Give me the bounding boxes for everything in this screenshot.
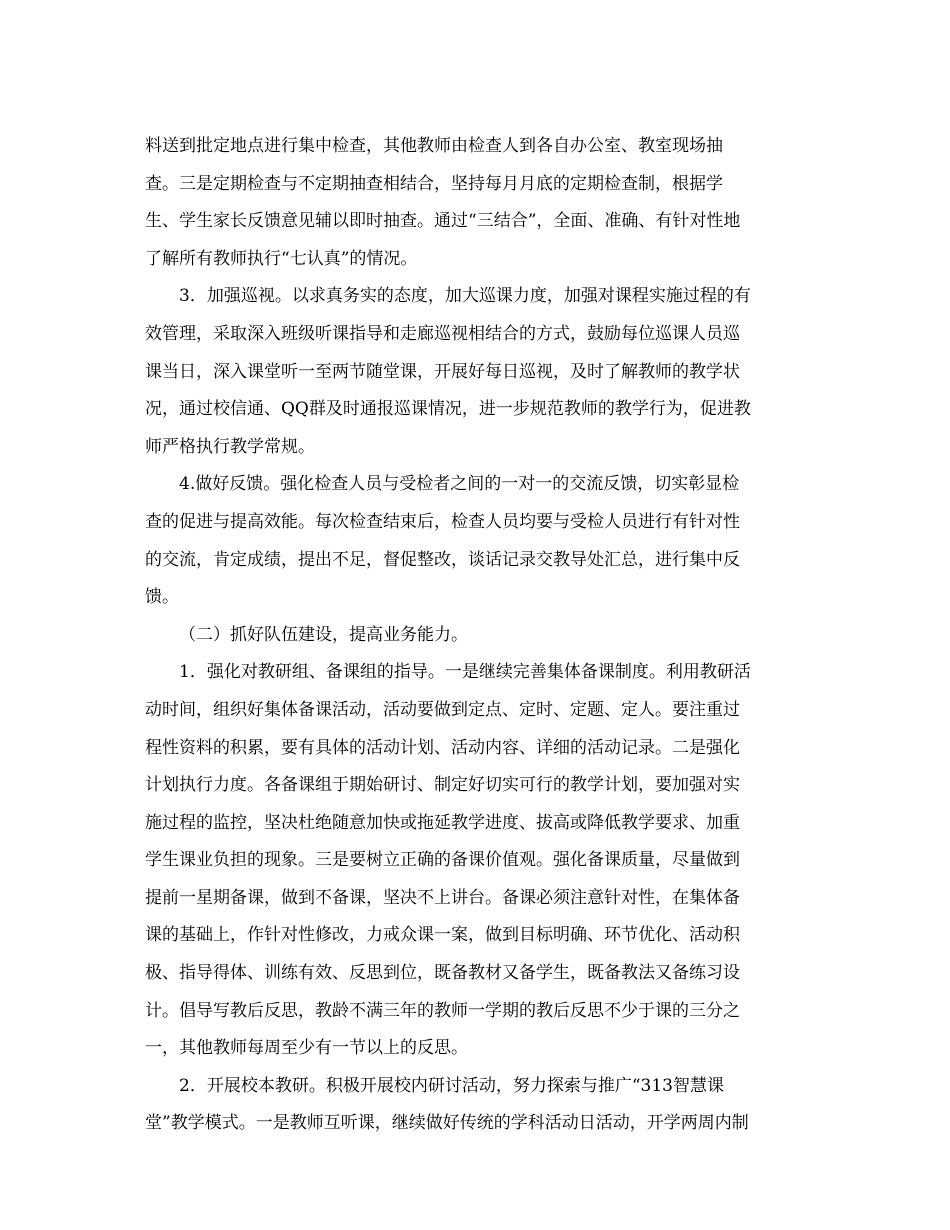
text-line: 查的促进与提高效能。每次检查结束后，检查人员均要与受检人员进行有针对性 [145,511,740,532]
text-line: 3．加强巡视。以求真务实的态度，加大巡课力度，加强对课程实施过程的有 [179,286,751,307]
text-line: 动时间，组织好集体备课活动，活动要做到定点、定时、定题、定人。要注重过 [145,699,740,720]
text-line: 2．开展校本教研。积极开展校内研讨活动，努力探索与推广“313智慧课 [179,1075,724,1096]
text-line: 了解所有教师执行“七认真”的情况。 [145,248,418,269]
text-line: 馈。 [145,587,179,608]
section-heading: （二）抓好队伍建设，提高业务能力。 [179,624,468,645]
text-line: 程性资料的积累，要有具体的活动计划、活动内容、详细的活动记录。二是强化 [145,737,740,758]
document-body [145,128,810,1143]
text-line: 计。倡导写教后反思，教龄不满三年的教师一学期的教后反思不少于课的三分之 [145,1000,740,1021]
text-line: 一，其他教师每周至少有一节以上的反思。 [145,1038,468,1059]
text-line: 施过程的监控，坚决杜绝随意加快或拖延教学进度、拔高或降低教学要求、加重 [145,812,740,833]
text-line: 计划执行力度。各备课组于期始研讨、制定好切实可行的教学计划，要加强对实 [145,775,740,796]
text-line: 效管理，采取深入班级听课指导和走廊巡视相结合的方式，鼓励每位巡课人员巡 [145,323,740,344]
text-line: 1．强化对教研组、备课组的指导。一是继续完善集体备课制度。利用教研活 [179,662,751,683]
text-line: 的交流，肯定成绩，提出不足，督促整改，谈话记录交教导处汇总，进行集中反 [145,549,740,570]
text-line: 4.做好反馈。强化检查人员与受检者之间的一对一的交流反馈，切实彰显检 [179,474,740,495]
text-line: 查。三是定期检查与不定期抽查相结合，坚持每月月底的定期检查制，根据学 [145,173,723,194]
text-line: 况，通过校信通、QQ群及时通报巡课情况，进一步规范教师的教学行为，促进教 [145,399,751,420]
text-line: 提前一星期备课，做到不备课，坚决不上讲台。备课必须注意针对性，在集体备 [145,887,740,908]
text-line: 课当日，深入课堂听一至两节随堂课，开展好每日巡视，及时了解教师的教学状 [145,361,740,382]
text-line: 料送到批定地点进行集中检查，其他教师由检查人到各自办公室、教室现场抽 [145,136,723,156]
text-line: 极、指导得体、训练有效、反思到位，既备教材又备学生，既备教法又备练习设 [145,963,740,984]
text-line: 生、学生家长反馈意见辅以即时抽查。通过“三结合”，全面、准确、有针对性地 [145,211,741,232]
text-line: 师严格执行教学常规。 [145,436,315,457]
text-line: 课的基础上，作针对性修改，力戒众课一案，做到目标明确、环节优化、活动积 [145,925,740,946]
text-line: 堂”教学模式。一是教师互听课，继续做好传统的学科活动日活动，开学两周内制 [145,1113,749,1134]
text-line: 学生课业负担的现象。三是要树立正确的备课价值观。强化备课质量，尽量做到 [145,850,740,871]
